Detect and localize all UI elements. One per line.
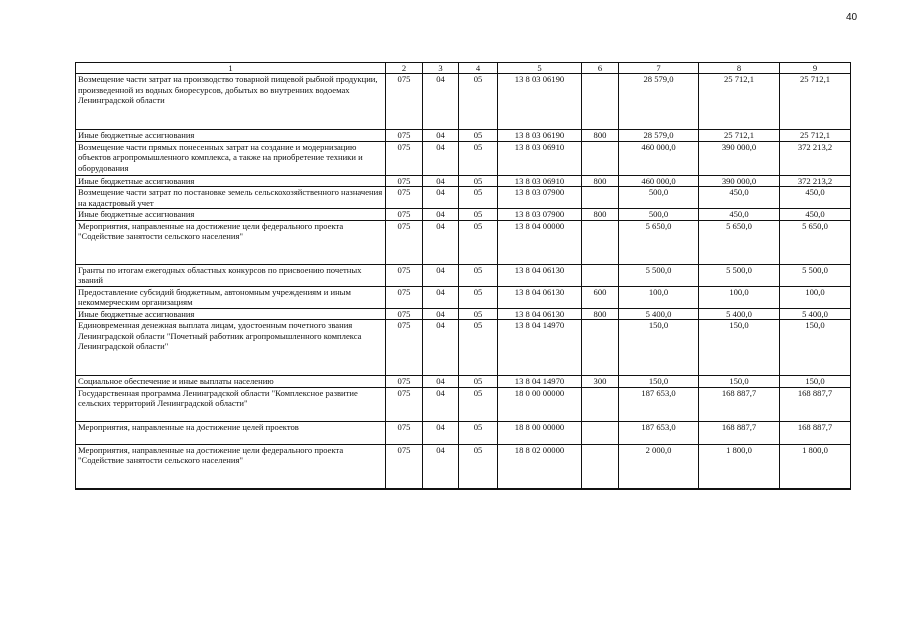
column-header: 4 xyxy=(459,63,498,74)
row-name: Мероприятия, направленные на достижение целей проектов xyxy=(76,421,386,444)
row-name: Возмещение части прямых понесенных затрат на создание и модернизацию объектов агропромышленного комплекса, а также на приобретение техники и оборудования xyxy=(76,141,386,175)
row-amount-2: 150,0 xyxy=(699,320,780,376)
row-amount-1: 5 650,0 xyxy=(619,220,699,264)
row-code-target: 13 8 04 14970 xyxy=(498,376,582,388)
row-code-subsection: 05 xyxy=(459,320,498,376)
row-code-subsection: 05 xyxy=(459,376,498,388)
row-amount-2: 168 887,7 xyxy=(699,387,780,421)
row-amount-1: 187 653,0 xyxy=(619,387,699,421)
row-amount-3: 5 400,0 xyxy=(780,308,851,320)
row-amount-3: 5 500,0 xyxy=(780,264,851,286)
row-code-subsection: 05 xyxy=(459,187,498,209)
row-code-section: 04 xyxy=(423,74,459,130)
row-amount-2: 150,0 xyxy=(699,376,780,388)
row-name: Гранты по итогам ежегодных областных конкурсов по присвоению почетных званий xyxy=(76,264,386,286)
row-code-expense-type xyxy=(582,220,619,264)
row-code-admin: 075 xyxy=(386,376,423,388)
row-code-section: 04 xyxy=(423,320,459,376)
row-amount-2: 25 712,1 xyxy=(699,130,780,142)
row-amount-1: 100,0 xyxy=(619,286,699,308)
row-code-admin: 075 xyxy=(386,320,423,376)
table-row xyxy=(76,74,851,130)
row-code-subsection: 05 xyxy=(459,421,498,444)
row-code-subsection: 05 xyxy=(459,308,498,320)
row-code-section: 04 xyxy=(423,286,459,308)
column-header: 7 xyxy=(619,63,699,74)
row-code-target: 13 8 04 14970 xyxy=(498,320,582,376)
row-code-target: 13 8 03 06910 xyxy=(498,141,582,175)
row-amount-3: 1 800,0 xyxy=(780,444,851,489)
row-code-subsection: 05 xyxy=(459,130,498,142)
row-code-admin: 075 xyxy=(386,286,423,308)
row-code-target: 18 8 00 00000 xyxy=(498,421,582,444)
row-amount-1: 5 400,0 xyxy=(619,308,699,320)
table-row xyxy=(76,376,851,388)
row-code-section: 04 xyxy=(423,421,459,444)
table-body xyxy=(76,74,851,490)
row-code-target: 13 8 04 00000 xyxy=(498,220,582,264)
row-code-admin: 075 xyxy=(386,220,423,264)
row-code-expense-type xyxy=(582,320,619,376)
row-amount-3: 5 650,0 xyxy=(780,220,851,264)
column-header: 2 xyxy=(386,63,423,74)
row-code-admin: 075 xyxy=(386,387,423,421)
row-amount-2: 390 000,0 xyxy=(699,175,780,187)
row-code-expense-type: 800 xyxy=(582,308,619,320)
column-header: 3 xyxy=(423,63,459,74)
row-amount-3: 372 213,2 xyxy=(780,175,851,187)
row-code-expense-type: 800 xyxy=(582,130,619,142)
row-code-section: 04 xyxy=(423,387,459,421)
column-header: 5 xyxy=(498,63,582,74)
row-amount-2: 25 712,1 xyxy=(699,74,780,130)
row-code-target: 13 8 04 06130 xyxy=(498,286,582,308)
row-code-expense-type: 600 xyxy=(582,286,619,308)
row-code-subsection: 05 xyxy=(459,387,498,421)
row-code-subsection: 05 xyxy=(459,220,498,264)
row-amount-2: 100,0 xyxy=(699,286,780,308)
row-code-subsection: 05 xyxy=(459,175,498,187)
row-code-target: 13 8 04 06130 xyxy=(498,264,582,286)
row-code-target: 13 8 03 06910 xyxy=(498,175,582,187)
row-amount-2: 5 500,0 xyxy=(699,264,780,286)
column-header: 1 xyxy=(76,63,386,74)
row-code-target: 18 0 00 00000 xyxy=(498,387,582,421)
row-code-expense-type xyxy=(582,444,619,489)
row-code-admin: 075 xyxy=(386,74,423,130)
row-name: Иные бюджетные ассигнования xyxy=(76,175,386,187)
row-code-section: 04 xyxy=(423,130,459,142)
row-code-section: 04 xyxy=(423,376,459,388)
row-code-section: 04 xyxy=(423,141,459,175)
table-row xyxy=(76,130,851,142)
row-code-expense-type: 800 xyxy=(582,175,619,187)
row-amount-2: 390 000,0 xyxy=(699,141,780,175)
row-amount-1: 150,0 xyxy=(619,376,699,388)
table-row xyxy=(76,286,851,308)
table-row xyxy=(76,141,851,175)
row-amount-1: 500,0 xyxy=(619,187,699,209)
row-amount-1: 150,0 xyxy=(619,320,699,376)
row-code-target: 13 8 03 07900 xyxy=(498,209,582,221)
column-header: 6 xyxy=(582,63,619,74)
budget-table xyxy=(75,62,851,490)
row-code-subsection: 05 xyxy=(459,74,498,130)
row-code-admin: 075 xyxy=(386,175,423,187)
row-amount-1: 5 500,0 xyxy=(619,264,699,286)
row-code-target: 13 8 03 06190 xyxy=(498,130,582,142)
table-row xyxy=(76,444,851,489)
row-amount-3: 168 887,7 xyxy=(780,387,851,421)
row-amount-3: 150,0 xyxy=(780,376,851,388)
row-code-subsection: 05 xyxy=(459,209,498,221)
row-code-expense-type xyxy=(582,421,619,444)
row-code-section: 04 xyxy=(423,220,459,264)
row-amount-3: 450,0 xyxy=(780,209,851,221)
page-number: 40 xyxy=(846,12,858,23)
row-amount-1: 500,0 xyxy=(619,209,699,221)
row-amount-3: 100,0 xyxy=(780,286,851,308)
row-code-expense-type xyxy=(582,74,619,130)
row-code-admin: 075 xyxy=(386,141,423,175)
row-name: Иные бюджетные ассигнования xyxy=(76,308,386,320)
row-amount-3: 25 712,1 xyxy=(780,74,851,130)
table-row xyxy=(76,308,851,320)
row-amount-3: 450,0 xyxy=(780,187,851,209)
row-amount-1: 187 653,0 xyxy=(619,421,699,444)
row-amount-1: 28 579,0 xyxy=(619,74,699,130)
row-code-section: 04 xyxy=(423,264,459,286)
row-amount-1: 460 000,0 xyxy=(619,141,699,175)
row-code-expense-type xyxy=(582,187,619,209)
row-amount-1: 2 000,0 xyxy=(619,444,699,489)
row-code-section: 04 xyxy=(423,187,459,209)
table-row xyxy=(76,220,851,264)
row-name: Государственная программа Ленинградской области "Комплексное развитие сельских территорий Ленинградской области" xyxy=(76,387,386,421)
row-amount-3: 168 887,7 xyxy=(780,421,851,444)
row-code-admin: 075 xyxy=(386,421,423,444)
row-code-admin: 075 xyxy=(386,209,423,221)
row-code-section: 04 xyxy=(423,209,459,221)
row-code-section: 04 xyxy=(423,308,459,320)
row-code-expense-type xyxy=(582,141,619,175)
row-code-section: 04 xyxy=(423,444,459,489)
table-header-row xyxy=(76,63,851,74)
row-code-target: 18 8 02 00000 xyxy=(498,444,582,489)
column-header: 8 xyxy=(699,63,780,74)
row-code-target: 13 8 03 07900 xyxy=(498,187,582,209)
table-row xyxy=(76,209,851,221)
row-amount-2: 1 800,0 xyxy=(699,444,780,489)
row-code-target: 13 8 04 06130 xyxy=(498,308,582,320)
row-name: Возмещение части затрат по постановке земель сельскохозяйственного назначения на кадастровый учет xyxy=(76,187,386,209)
row-amount-1: 28 579,0 xyxy=(619,130,699,142)
row-name: Предоставление субсидий бюджетным, автономным учреждениям и иным некоммерческим организациям xyxy=(76,286,386,308)
column-header: 9 xyxy=(780,63,851,74)
row-amount-2: 168 887,7 xyxy=(699,421,780,444)
row-amount-2: 5 400,0 xyxy=(699,308,780,320)
row-code-admin: 075 xyxy=(386,187,423,209)
table-row xyxy=(76,320,851,376)
row-name: Возмещение части затрат на производство товарной пищевой рыбной продукции, произведенной из водных биоресурсов, добытых во внутренних водоемах Ленинградской области xyxy=(76,74,386,130)
row-amount-3: 25 712,1 xyxy=(780,130,851,142)
row-code-subsection: 05 xyxy=(459,444,498,489)
row-name: Иные бюджетные ассигнования xyxy=(76,209,386,221)
row-amount-2: 450,0 xyxy=(699,187,780,209)
row-code-expense-type: 800 xyxy=(582,209,619,221)
row-code-subsection: 05 xyxy=(459,141,498,175)
row-code-section: 04 xyxy=(423,175,459,187)
row-amount-2: 450,0 xyxy=(699,209,780,221)
row-code-admin: 075 xyxy=(386,264,423,286)
row-name: Мероприятия, направленные на достижение цели федерального проекта "Содействие занятости сельского населения" xyxy=(76,220,386,264)
row-code-admin: 075 xyxy=(386,130,423,142)
row-name: Социальное обеспечение и иные выплаты населению xyxy=(76,376,386,388)
row-code-subsection: 05 xyxy=(459,264,498,286)
table-row xyxy=(76,175,851,187)
table-row xyxy=(76,421,851,444)
row-code-expense-type: 300 xyxy=(582,376,619,388)
row-code-admin: 075 xyxy=(386,308,423,320)
table-row xyxy=(76,387,851,421)
row-code-subsection: 05 xyxy=(459,286,498,308)
row-name: Единовременная денежная выплата лицам, удостоенным почетного звания Ленинградской области "Почетный работник агропромышленного комплекса Ленинградской области" xyxy=(76,320,386,376)
row-amount-3: 372 213,2 xyxy=(780,141,851,175)
table-row xyxy=(76,264,851,286)
row-amount-2: 5 650,0 xyxy=(699,220,780,264)
row-amount-3: 150,0 xyxy=(780,320,851,376)
row-name: Иные бюджетные ассигнования xyxy=(76,130,386,142)
row-code-target: 13 8 03 06190 xyxy=(498,74,582,130)
table-row xyxy=(76,187,851,209)
row-code-expense-type xyxy=(582,387,619,421)
row-name: Мероприятия, направленные на достижение цели федерального проекта "Содействие занятости сельского населения" xyxy=(76,444,386,489)
row-amount-1: 460 000,0 xyxy=(619,175,699,187)
row-code-admin: 075 xyxy=(386,444,423,489)
row-code-expense-type xyxy=(582,264,619,286)
